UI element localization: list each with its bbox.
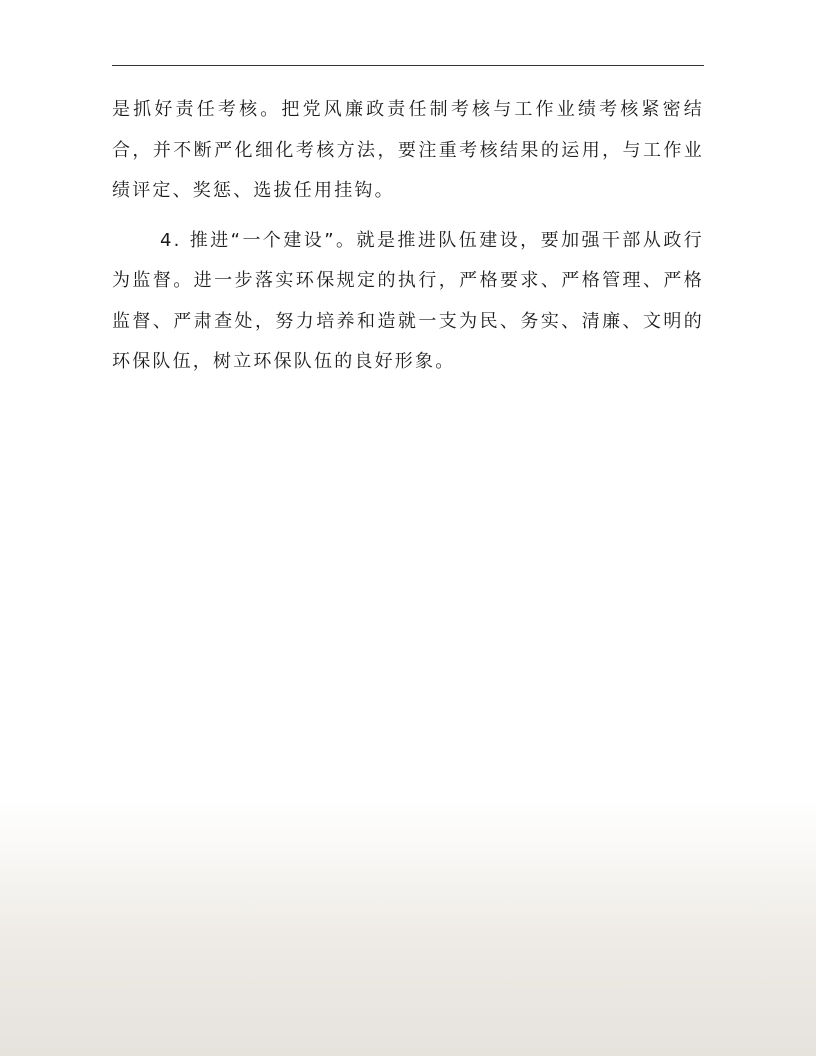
paragraph-team-building: 4. 推进“一个建设”。就是推进队伍建设，要加强干部从政行为监督。进一步落实环保规定的执行，严格要求、严格管理、严格监督、严肃查处，努力培养和造就一支为民、务实、清廉、文明的环保队伍，树立环保队伍的良好形象。: [112, 229, 704, 372]
paragraph-responsibility-assessment: 是抓好责任考核。把党风廉政责任制考核与工作业绩考核紧密结合，并不断严化细化考核方法，要注重考核结果的运用，与工作业绩评定、奖惩、选拔任用挂钩。: [112, 99, 704, 201]
header-rule: [112, 65, 704, 66]
page-bottom-shadow: [0, 800, 816, 1056]
document-body: [112, 90, 704, 383]
